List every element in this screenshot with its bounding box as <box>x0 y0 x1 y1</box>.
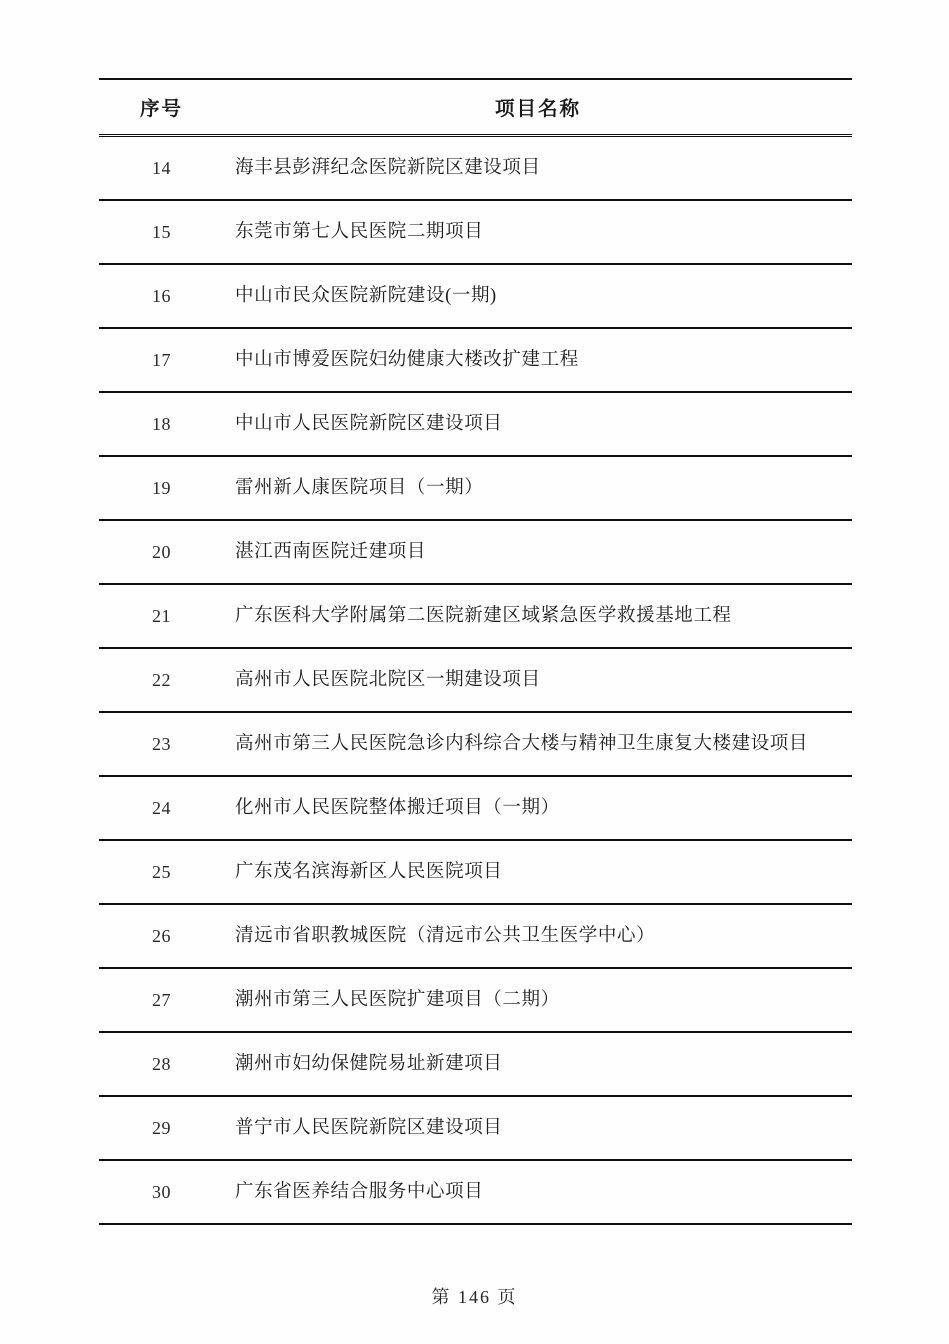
cell-project-name <box>224 712 852 776</box>
cell-project-name <box>224 1096 852 1160</box>
cell-sequence <box>99 264 224 328</box>
cell-project-name <box>224 392 852 456</box>
cell-sequence <box>99 840 224 904</box>
cell-sequence <box>99 776 224 840</box>
project-name: 普宁市人民医院新院区建设项目 <box>235 1117 503 1138</box>
project-name: 海丰县彭湃纪念医院新院区建设项目 <box>235 157 541 178</box>
cell-project-name <box>224 840 852 904</box>
project-name: 化州市人民医院整体搬迁项目（一期） <box>235 797 560 818</box>
cell-sequence <box>99 392 224 456</box>
sequence-number: 23 <box>152 733 171 754</box>
sequence-number: 25 <box>152 861 171 882</box>
cell-project-name <box>224 200 852 264</box>
project-name: 广东茂名滨海新区人民医院项目 <box>235 861 503 882</box>
project-name: 广东省医养结合服务中心项目 <box>235 1181 484 1202</box>
table-row <box>99 584 852 648</box>
cell-project-name <box>224 264 852 328</box>
table-row <box>99 904 852 968</box>
table-row <box>99 712 852 776</box>
table-row <box>99 200 852 264</box>
sequence-number: 16 <box>152 285 171 306</box>
sequence-number: 28 <box>152 1053 171 1074</box>
sequence-number: 17 <box>152 349 171 370</box>
cell-sequence <box>99 648 224 712</box>
project-name: 中山市博爱医院妇幼健康大楼改扩建工程 <box>235 349 579 370</box>
table-body <box>99 136 852 1225</box>
table-row <box>99 456 852 520</box>
table-row <box>99 328 852 392</box>
table-row <box>99 1096 852 1160</box>
cell-project-name <box>224 1160 852 1224</box>
table-row <box>99 392 852 456</box>
sequence-number: 19 <box>152 477 171 498</box>
project-name: 湛江西南医院迁建项目 <box>235 541 427 562</box>
project-listing-table-container <box>99 78 852 1225</box>
cell-sequence <box>99 1096 224 1160</box>
project-name: 广东医科大学附属第二医院新建区域紧急医学救援基地工程 <box>235 605 732 626</box>
cell-sequence <box>99 1032 224 1096</box>
column-header-project-name: 项目名称 <box>224 79 852 136</box>
page-footer <box>0 1283 949 1309</box>
cell-sequence <box>99 520 224 584</box>
project-name: 东莞市第七人民医院二期项目 <box>235 221 484 242</box>
sequence-number: 29 <box>152 1117 171 1138</box>
table-row <box>99 840 852 904</box>
cell-project-name <box>224 136 852 201</box>
project-name: 潮州市妇幼保健院易址新建项目 <box>235 1053 503 1074</box>
project-name: 清远市省职教城医院（清远市公共卫生医学中心） <box>235 925 656 946</box>
table-row <box>99 264 852 328</box>
table-row <box>99 520 852 584</box>
sequence-number: 20 <box>152 541 171 562</box>
project-name: 雷州新人康医院项目（一期） <box>235 477 484 498</box>
sequence-number: 21 <box>152 605 171 626</box>
cell-project-name <box>224 328 852 392</box>
project-name: 高州市人民医院北院区一期建设项目 <box>235 669 541 690</box>
table-row <box>99 1032 852 1096</box>
table-header <box>99 79 852 136</box>
sequence-number: 18 <box>152 413 171 434</box>
table-header-row <box>99 79 852 136</box>
sequence-number: 15 <box>152 221 171 242</box>
project-name: 潮州市第三人民医院扩建项目（二期） <box>235 989 560 1010</box>
cell-sequence <box>99 904 224 968</box>
cell-project-name <box>224 904 852 968</box>
cell-sequence <box>99 328 224 392</box>
table-row <box>99 1160 852 1224</box>
table-row <box>99 136 852 201</box>
project-name: 中山市人民医院新院区建设项目 <box>235 413 503 434</box>
table-row <box>99 648 852 712</box>
cell-project-name <box>224 456 852 520</box>
cell-project-name <box>224 648 852 712</box>
cell-sequence <box>99 584 224 648</box>
cell-sequence <box>99 1160 224 1224</box>
project-listing-table <box>99 78 852 1225</box>
cell-sequence <box>99 136 224 201</box>
table-row <box>99 776 852 840</box>
page-number-label: 第 146 页 <box>431 1287 518 1307</box>
project-name: 中山市民众医院新院建设(一期) <box>235 285 497 306</box>
cell-project-name <box>224 1032 852 1096</box>
cell-sequence <box>99 200 224 264</box>
sequence-number: 26 <box>152 925 171 946</box>
cell-project-name <box>224 968 852 1032</box>
cell-project-name <box>224 776 852 840</box>
cell-project-name <box>224 584 852 648</box>
project-name: 高州市第三人民医院急诊内科综合大楼与精神卫生康复大楼建设项目 <box>235 733 809 754</box>
sequence-number: 24 <box>152 797 171 818</box>
sequence-number: 27 <box>152 989 171 1010</box>
cell-sequence <box>99 968 224 1032</box>
sequence-number: 14 <box>152 157 171 178</box>
column-header-sequence: 序号 <box>99 79 224 136</box>
cell-project-name <box>224 520 852 584</box>
table-row <box>99 968 852 1032</box>
sequence-number: 30 <box>152 1181 171 1202</box>
sequence-number: 22 <box>152 669 171 690</box>
cell-sequence <box>99 456 224 520</box>
cell-sequence <box>99 712 224 776</box>
